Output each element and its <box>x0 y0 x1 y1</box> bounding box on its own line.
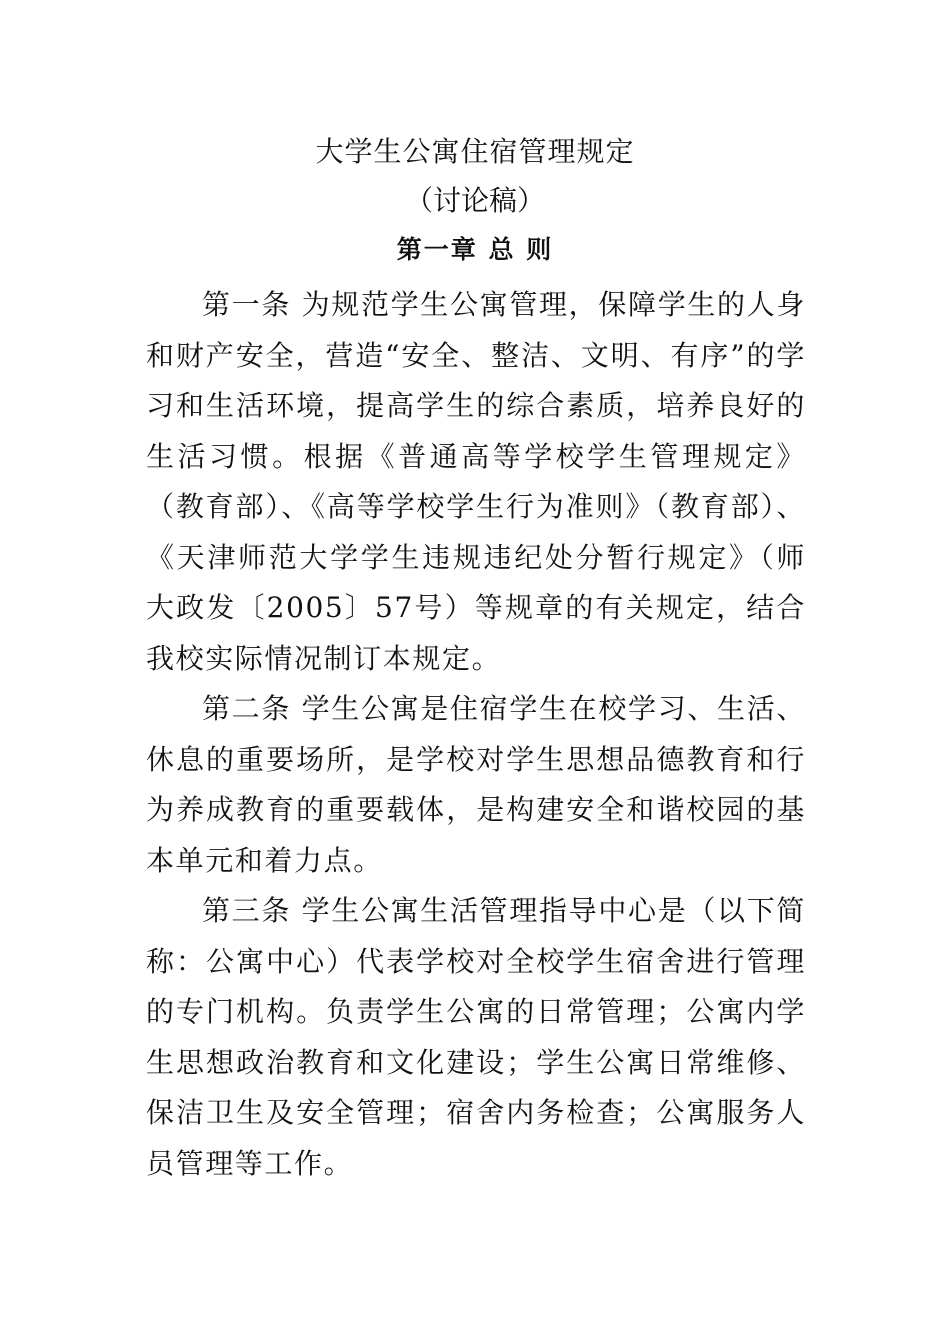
chapter-title: 第一章 总 则 <box>396 235 554 264</box>
document-subtitle: （讨论稿） <box>404 184 545 217</box>
article-2-paragraph: 第二条 学生公寓是住宿学生在校学习、生活、休息的重要场所，是学校对学生思想品德教育和行为养成教育的重要载体，是构建安全和谐校园的基本单元和着力点。 <box>146 692 806 877</box>
article-3-paragraph: 第三条 学生公寓生活管理指导中心是（以下简称：公寓中心）代表学校对全校学生宿舍进行管理的专门机构。负责学生公寓的日常管理；公寓内学生思想政治教育和文化建设；学生公寓日常维修、保洁卫生及安全管理；宿舍内务检查；公寓服务人员管理等工作。 <box>146 894 806 1180</box>
document-body <box>146 280 806 1189</box>
article-1-paragraph: 第一条 为规范学生公寓管理，保障学生的人身和财产安全，营造“安全、整洁、文明、有序”的学习和生活环境，提高学生的综合素质，培养良好的生活习惯。根据《普通高等学校学生管理规定》（教育部）、《高等学校学生行为准则》（教育部）、《天津师范大学学生违规违纪处分暂行规定》（师大政发〔2005〕57号）等规章的有关规定，结合我校实际情况制订本规定。 <box>146 288 806 675</box>
document-title: 大学生公寓住宿管理规定 <box>315 135 635 168</box>
